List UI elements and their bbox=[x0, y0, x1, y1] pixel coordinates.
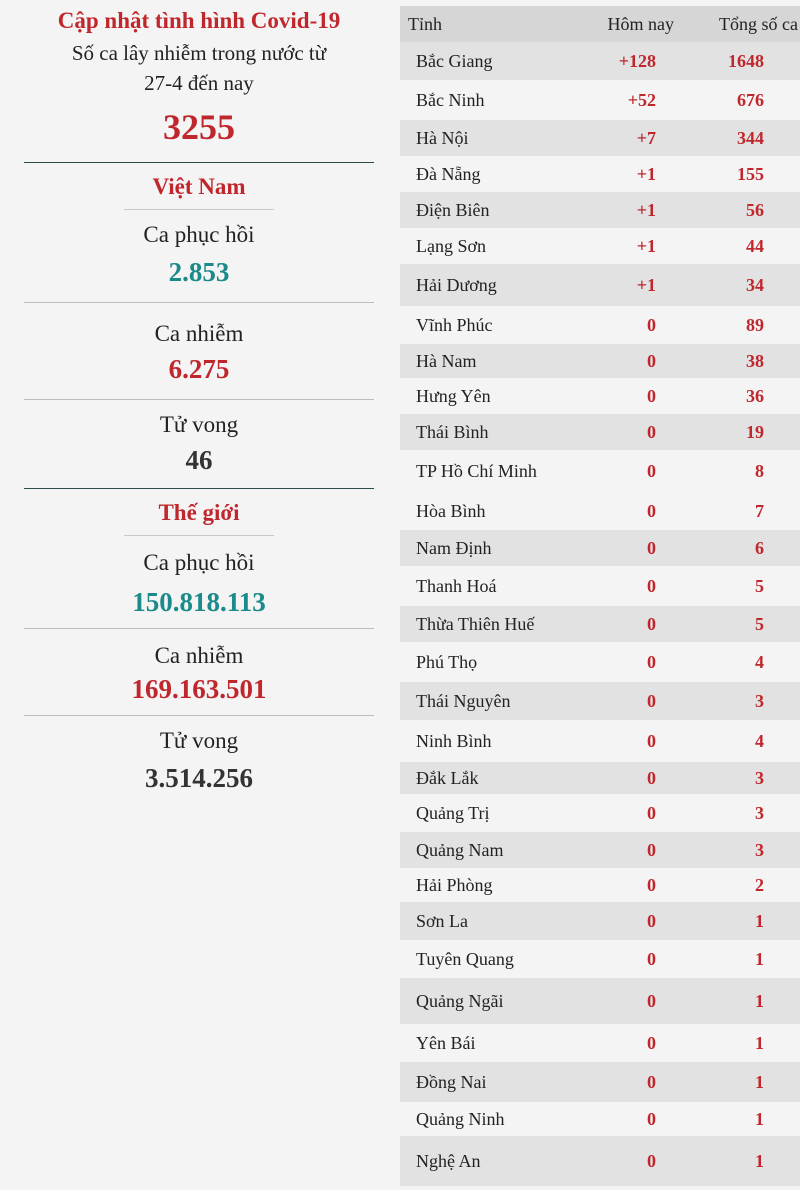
table-row bbox=[400, 450, 800, 492]
province-name: Quảng Ninh bbox=[416, 1108, 505, 1129]
province-name: Nghệ An bbox=[416, 1150, 481, 1171]
today-value: 0 bbox=[647, 767, 656, 788]
province-name: Điện Biên bbox=[416, 199, 490, 220]
world-infected-label: Ca nhiễm bbox=[154, 643, 244, 668]
total-value: 8 bbox=[755, 460, 764, 481]
today-value: 0 bbox=[647, 421, 656, 442]
province-table bbox=[400, 6, 800, 1186]
vietnam-deaths-value: 46 bbox=[185, 445, 213, 475]
vietnam-recovered-value: 2.853 bbox=[168, 257, 230, 287]
total-value: 1 bbox=[755, 990, 764, 1011]
today-value: 0 bbox=[647, 575, 656, 596]
table-row bbox=[400, 902, 800, 940]
table-row bbox=[400, 794, 800, 832]
province-name: Bắc Ninh bbox=[416, 89, 485, 110]
world-deaths-value: 3.514.256 bbox=[145, 763, 253, 793]
province-name: Đà Nẵng bbox=[416, 163, 481, 184]
total-value: 89 bbox=[746, 314, 764, 335]
province-name: Thái Nguyên bbox=[416, 690, 511, 711]
today-value: 0 bbox=[647, 460, 656, 481]
total-value: 1 bbox=[755, 910, 764, 931]
total-value: 1 bbox=[755, 1032, 764, 1053]
province-name: Yên Bái bbox=[416, 1032, 476, 1053]
table-body bbox=[400, 42, 800, 1186]
today-value: 0 bbox=[647, 350, 656, 371]
table-row bbox=[400, 978, 800, 1024]
province-name: Nam Định bbox=[416, 537, 492, 558]
table-row bbox=[400, 156, 800, 192]
total-value: 44 bbox=[746, 235, 764, 256]
table-row bbox=[400, 1102, 800, 1136]
today-value: 0 bbox=[647, 314, 656, 335]
divider bbox=[24, 399, 374, 400]
table-row bbox=[400, 720, 800, 762]
vietnam-infected-label: Ca nhiễm bbox=[154, 321, 244, 346]
vietnam-deaths-label: Tử vong bbox=[159, 412, 239, 437]
table-row bbox=[400, 1062, 800, 1102]
table-header bbox=[400, 6, 800, 42]
vietnam-section-title: Việt Nam bbox=[152, 174, 246, 199]
province-name: Hưng Yên bbox=[416, 385, 491, 406]
total-value: 5 bbox=[755, 613, 764, 634]
total-value: 3 bbox=[755, 690, 764, 711]
today-value: 0 bbox=[647, 537, 656, 558]
today-value: 0 bbox=[647, 651, 656, 672]
total-value: 4 bbox=[755, 730, 764, 751]
divider bbox=[124, 535, 274, 536]
province-name: Vĩnh Phúc bbox=[416, 314, 493, 335]
total-value: 676 bbox=[737, 89, 764, 110]
total-value: 3 bbox=[755, 839, 764, 860]
table-row bbox=[400, 1136, 800, 1186]
column-header-total: Tổng số ca bbox=[719, 13, 798, 34]
table-row bbox=[400, 606, 800, 642]
total-value: 1 bbox=[755, 1150, 764, 1171]
today-value: 0 bbox=[647, 839, 656, 860]
table-row bbox=[400, 566, 800, 606]
today-value: +1 bbox=[636, 274, 656, 295]
total-value: 1648 bbox=[728, 50, 764, 71]
divider bbox=[24, 715, 374, 716]
caption-line-1: Số ca lây nhiễm trong nước từ bbox=[71, 41, 327, 65]
today-value: 0 bbox=[647, 690, 656, 711]
province-name: TP Hồ Chí Minh bbox=[416, 460, 537, 481]
table-row bbox=[400, 530, 800, 566]
province-name: Ninh Bình bbox=[416, 730, 492, 751]
today-value: +1 bbox=[636, 163, 656, 184]
province-name: Thanh Hoá bbox=[416, 575, 497, 596]
today-value: 0 bbox=[647, 730, 656, 751]
divider bbox=[24, 628, 374, 629]
today-value: 0 bbox=[647, 948, 656, 969]
province-name: Phú Thọ bbox=[416, 651, 478, 672]
province-name: Bắc Giang bbox=[416, 50, 493, 71]
domestic-total-value: 3255 bbox=[163, 107, 235, 147]
world-deaths-label: Tử vong bbox=[159, 728, 239, 753]
vietnam-infected-value: 6.275 bbox=[168, 354, 230, 384]
today-value: 0 bbox=[647, 802, 656, 823]
total-value: 6 bbox=[755, 537, 764, 558]
province-name: Lạng Sơn bbox=[416, 235, 487, 256]
today-value: 0 bbox=[647, 385, 656, 406]
today-value: +52 bbox=[627, 89, 656, 110]
province-name: Thái Bình bbox=[416, 421, 489, 442]
today-value: +1 bbox=[636, 199, 656, 220]
province-name: Thừa Thiên Huế bbox=[416, 613, 535, 634]
today-value: +7 bbox=[636, 127, 656, 148]
total-value: 4 bbox=[755, 651, 764, 672]
caption-line-2: 27-4 đến nay bbox=[144, 71, 254, 95]
table-row bbox=[400, 940, 800, 978]
vietnam-recovered-label: Ca phục hồi bbox=[143, 222, 255, 247]
table-row bbox=[400, 192, 800, 228]
province-name: Đắk Lắk bbox=[416, 767, 479, 788]
total-value: 5 bbox=[755, 575, 764, 596]
world-recovered-label: Ca phục hồi bbox=[143, 550, 255, 575]
domestic-cases-caption bbox=[24, 38, 374, 98]
column-header-province: Tỉnh bbox=[408, 13, 442, 34]
total-value: 3 bbox=[755, 767, 764, 788]
today-value: 0 bbox=[647, 874, 656, 895]
table-row bbox=[400, 42, 800, 80]
table-row bbox=[400, 762, 800, 794]
table-row bbox=[400, 642, 800, 682]
total-value: 7 bbox=[755, 500, 764, 521]
divider bbox=[24, 488, 374, 489]
total-value: 155 bbox=[737, 163, 764, 184]
divider bbox=[24, 302, 374, 303]
total-value: 34 bbox=[746, 274, 764, 295]
page-title: Cập nhật tình hình Covid-19 bbox=[57, 8, 341, 33]
table-row bbox=[400, 264, 800, 306]
table-row bbox=[400, 832, 800, 868]
total-value: 19 bbox=[746, 421, 764, 442]
province-name: Tuyên Quang bbox=[416, 948, 514, 969]
total-value: 3 bbox=[755, 802, 764, 823]
today-value: 0 bbox=[647, 1108, 656, 1129]
today-value: 0 bbox=[647, 910, 656, 931]
today-value: 0 bbox=[647, 613, 656, 634]
divider bbox=[124, 209, 274, 210]
table-row bbox=[400, 378, 800, 414]
table-row bbox=[400, 80, 800, 120]
province-name: Quảng Nam bbox=[416, 839, 504, 860]
table-row bbox=[400, 1024, 800, 1062]
total-value: 1 bbox=[755, 948, 764, 969]
today-value: +1 bbox=[636, 235, 656, 256]
table-row bbox=[400, 868, 800, 902]
total-value: 38 bbox=[746, 350, 764, 371]
province-name: Hải Dương bbox=[416, 274, 497, 295]
world-recovered-value: 150.818.113 bbox=[132, 587, 266, 617]
province-name: Hà Nam bbox=[416, 350, 477, 371]
summary-panel bbox=[24, 0, 374, 796]
province-name: Hòa Bình bbox=[416, 500, 486, 521]
column-header-today: Hôm nay bbox=[607, 13, 674, 34]
table-row bbox=[400, 228, 800, 264]
total-value: 1 bbox=[755, 1071, 764, 1092]
total-value: 344 bbox=[737, 127, 764, 148]
table-row bbox=[400, 344, 800, 378]
table-row bbox=[400, 414, 800, 450]
world-section-title: Thế giới bbox=[158, 500, 240, 525]
province-name: Sơn La bbox=[416, 910, 469, 931]
today-value: 0 bbox=[647, 500, 656, 521]
table-row bbox=[400, 682, 800, 720]
today-value: 0 bbox=[647, 990, 656, 1011]
today-value: 0 bbox=[647, 1150, 656, 1171]
today-value: +128 bbox=[618, 50, 656, 71]
province-name: Quảng Trị bbox=[416, 802, 490, 823]
today-value: 0 bbox=[647, 1071, 656, 1092]
province-name: Hà Nội bbox=[416, 127, 469, 148]
table-row bbox=[400, 492, 800, 530]
province-name: Quảng Ngãi bbox=[416, 990, 504, 1011]
province-name: Đồng Nai bbox=[416, 1071, 487, 1092]
total-value: 2 bbox=[755, 874, 764, 895]
total-value: 1 bbox=[755, 1108, 764, 1129]
world-infected-value: 169.163.501 bbox=[131, 674, 267, 704]
table-row bbox=[400, 120, 800, 156]
province-name: Hải Phòng bbox=[416, 874, 493, 895]
total-value: 56 bbox=[746, 199, 764, 220]
total-value: 36 bbox=[746, 385, 764, 406]
divider bbox=[24, 162, 374, 163]
today-value: 0 bbox=[647, 1032, 656, 1053]
table-row bbox=[400, 306, 800, 344]
